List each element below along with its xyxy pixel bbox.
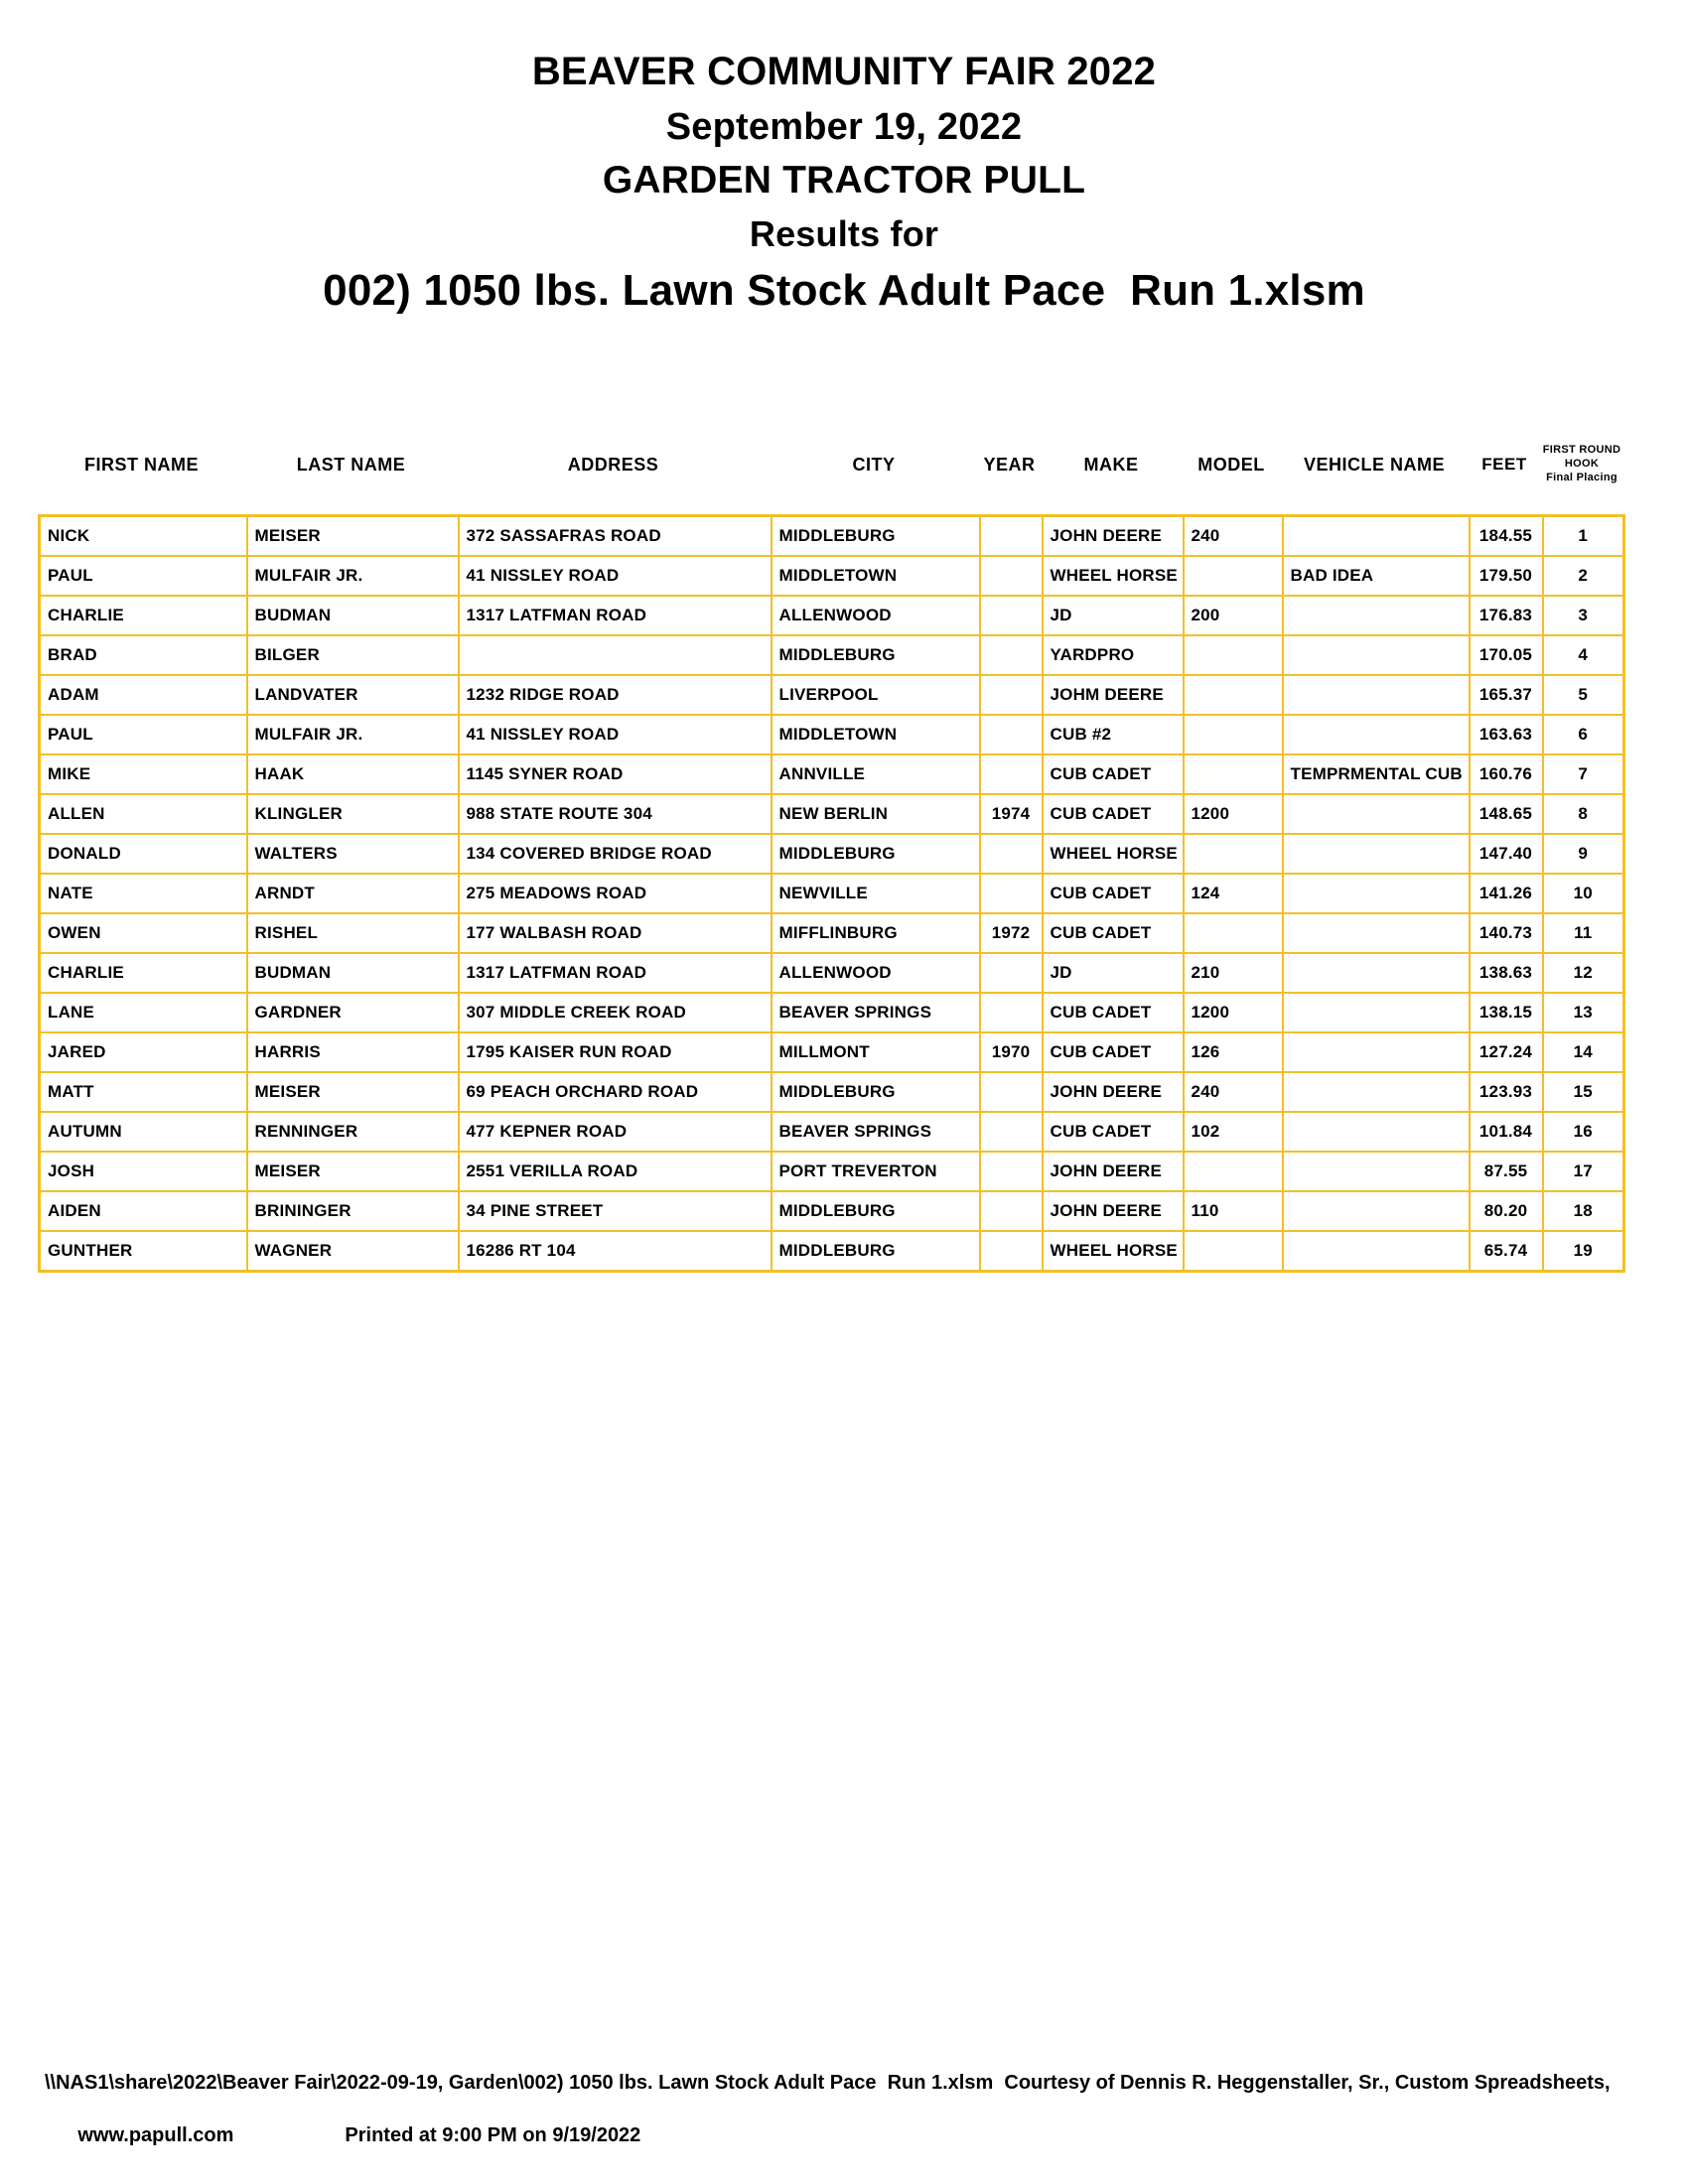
cell-vehicle <box>1283 1191 1470 1231</box>
cell-feet: 147.40 <box>1470 834 1543 874</box>
cell-last: BILGER <box>247 635 459 675</box>
cell-vehicle <box>1283 1032 1470 1072</box>
cell-city: ALLENWOOD <box>772 596 980 635</box>
cell-address: 988 STATE ROUTE 304 <box>459 794 772 834</box>
cell-feet: 148.65 <box>1470 794 1543 834</box>
cell-vehicle <box>1283 715 1470 754</box>
cell-city: MIDDLEBURG <box>772 516 980 557</box>
cell-city: BEAVER SPRINGS <box>772 1112 980 1152</box>
footer-line2 <box>45 2106 1653 2165</box>
cell-year <box>980 516 1043 557</box>
cell-address: 1232 RIDGE ROAD <box>459 675 772 715</box>
cell-year <box>980 1191 1043 1231</box>
cell-feet: 170.05 <box>1470 635 1543 675</box>
cell-year <box>980 1152 1043 1191</box>
cell-model: 240 <box>1184 516 1283 557</box>
header-first-name: FIRST NAME <box>84 454 199 475</box>
cell-model <box>1184 715 1283 754</box>
cell-first: DONALD <box>40 834 247 874</box>
cell-place: 19 <box>1543 1231 1624 1272</box>
cell-vehicle <box>1283 953 1470 993</box>
cell-last: LANDVATER <box>247 675 459 715</box>
cell-vehicle <box>1283 675 1470 715</box>
cell-year: 1972 <box>980 913 1043 953</box>
cell-year <box>980 675 1043 715</box>
table-row <box>40 953 1624 993</box>
table-row <box>40 635 1624 675</box>
cell-year <box>980 556 1043 596</box>
cell-city: MIFFLINBURG <box>772 913 980 953</box>
cell-feet: 165.37 <box>1470 675 1543 715</box>
cell-city: MIDDLEBURG <box>772 1231 980 1272</box>
cell-feet: 179.50 <box>1470 556 1543 596</box>
cell-year <box>980 715 1043 754</box>
results-table-container <box>38 514 1625 1273</box>
cell-year <box>980 596 1043 635</box>
cell-first: LANE <box>40 993 247 1032</box>
header-hook-line2: HOOK <box>1564 458 1600 471</box>
cell-make: JD <box>1043 953 1184 993</box>
cell-last: RISHEL <box>247 913 459 953</box>
cell-vehicle <box>1283 874 1470 913</box>
table-row <box>40 596 1624 635</box>
cell-feet: 184.55 <box>1470 516 1543 557</box>
cell-address: 134 COVERED BRIDGE ROAD <box>459 834 772 874</box>
cell-last: ARNDT <box>247 874 459 913</box>
cell-place: 4 <box>1543 635 1624 675</box>
cell-make: WHEEL HORSE <box>1043 556 1184 596</box>
cell-place: 5 <box>1543 675 1624 715</box>
cell-year <box>980 953 1043 993</box>
footer-file-path: \\NAS1\share\2022\Beaver Fair\2022-09-19, Garden\002) 1050 lbs. Lawn Stock Adult Pace Run 1.xlsm Courtesy of Dennis R. Heggenstaller, Sr., Custom Spreadsheets, <box>45 2072 1611 2094</box>
cell-address: 1317 LATFMAN ROAD <box>459 953 772 993</box>
cell-place: 8 <box>1543 794 1624 834</box>
cell-vehicle <box>1283 834 1470 874</box>
cell-vehicle <box>1283 596 1470 635</box>
cell-city: LIVERPOOL <box>772 675 980 715</box>
header-city: CITY <box>852 454 896 475</box>
cell-make: JOHN DEERE <box>1043 1191 1184 1231</box>
cell-place: 1 <box>1543 516 1624 557</box>
cell-city: MIDDLETOWN <box>772 715 980 754</box>
footer-website: www.papull.com <box>77 2124 234 2146</box>
cell-year <box>980 993 1043 1032</box>
cell-feet: 141.26 <box>1470 874 1543 913</box>
cell-last: KLINGLER <box>247 794 459 834</box>
cell-year <box>980 874 1043 913</box>
cell-place: 13 <box>1543 993 1624 1032</box>
cell-make: CUB CADET <box>1043 794 1184 834</box>
cell-vehicle <box>1283 993 1470 1032</box>
cell-make: CUB CADET <box>1043 1112 1184 1152</box>
cell-feet: 138.63 <box>1470 953 1543 993</box>
cell-address: 34 PINE STREET <box>459 1191 772 1231</box>
cell-feet: 140.73 <box>1470 913 1543 953</box>
cell-place: 12 <box>1543 953 1624 993</box>
cell-feet: 138.15 <box>1470 993 1543 1032</box>
table-row <box>40 754 1624 794</box>
cell-first: JARED <box>40 1032 247 1072</box>
cell-feet: 123.93 <box>1470 1072 1543 1112</box>
cell-city: MIDDLETOWN <box>772 556 980 596</box>
cell-year: 1974 <box>980 794 1043 834</box>
cell-place: 17 <box>1543 1152 1624 1191</box>
cell-last: BUDMAN <box>247 953 459 993</box>
cell-make: JOHN DEERE <box>1043 516 1184 557</box>
cell-vehicle <box>1283 635 1470 675</box>
cell-first: PAUL <box>40 556 247 596</box>
cell-first: AUTUMN <box>40 1112 247 1152</box>
footer-printed-timestamp: Printed at 9:00 PM on 9/19/2022 <box>345 2124 641 2146</box>
cell-make: JD <box>1043 596 1184 635</box>
cell-last: MEISER <box>247 516 459 557</box>
cell-last: HAAK <box>247 754 459 794</box>
cell-city: PORT TREVERTON <box>772 1152 980 1191</box>
cell-model: 102 <box>1184 1112 1283 1152</box>
cell-place: 14 <box>1543 1032 1624 1072</box>
cell-last: MEISER <box>247 1072 459 1112</box>
cell-first: GUNTHER <box>40 1231 247 1272</box>
cell-first: MATT <box>40 1072 247 1112</box>
cell-address: 2551 VERILLA ROAD <box>459 1152 772 1191</box>
cell-place: 11 <box>1543 913 1624 953</box>
table-row <box>40 556 1624 596</box>
header-hook-line3: Final Placing <box>1546 471 1618 483</box>
cell-model: 1200 <box>1184 993 1283 1032</box>
cell-first: ALLEN <box>40 794 247 834</box>
cell-feet: 101.84 <box>1470 1112 1543 1152</box>
table-row <box>40 834 1624 874</box>
cell-model <box>1184 675 1283 715</box>
table-row <box>40 1112 1624 1152</box>
table-row <box>40 1191 1624 1231</box>
cell-first: CHARLIE <box>40 953 247 993</box>
header-year: YEAR <box>983 454 1036 475</box>
cell-last: MEISER <box>247 1152 459 1191</box>
results-tbody <box>40 516 1624 1272</box>
cell-model <box>1184 1152 1283 1191</box>
cell-city: MIDDLEBURG <box>772 834 980 874</box>
cell-address: 1795 KAISER RUN ROAD <box>459 1032 772 1072</box>
table-row <box>40 1152 1624 1191</box>
cell-first: BRAD <box>40 635 247 675</box>
cell-place: 16 <box>1543 1112 1624 1152</box>
cell-place: 3 <box>1543 596 1624 635</box>
cell-city: MILLMONT <box>772 1032 980 1072</box>
page-title-date: September 19, 2022 <box>665 106 1023 148</box>
cell-vehicle: TEMPRMENTAL CUB <box>1283 754 1470 794</box>
cell-place: 2 <box>1543 556 1624 596</box>
cell-feet: 176.83 <box>1470 596 1543 635</box>
cell-last: MULFAIR JR. <box>247 556 459 596</box>
cell-make: WHEEL HORSE <box>1043 1231 1184 1272</box>
cell-last: WALTERS <box>247 834 459 874</box>
table-row <box>40 913 1624 953</box>
cell-first: MIKE <box>40 754 247 794</box>
header-model: MODEL <box>1197 454 1265 475</box>
cell-address: 177 WALBASH ROAD <box>459 913 772 953</box>
cell-city: ANNVILLE <box>772 754 980 794</box>
cell-model: 110 <box>1184 1191 1283 1231</box>
cell-place: 6 <box>1543 715 1624 754</box>
cell-vehicle: BAD IDEA <box>1283 556 1470 596</box>
table-row <box>40 874 1624 913</box>
cell-make: JOHM DEERE <box>1043 675 1184 715</box>
cell-feet: 160.76 <box>1470 754 1543 794</box>
cell-address: 1317 LATFMAN ROAD <box>459 596 772 635</box>
cell-year <box>980 635 1043 675</box>
cell-place: 7 <box>1543 754 1624 794</box>
cell-model <box>1184 754 1283 794</box>
cell-feet: 87.55 <box>1470 1152 1543 1191</box>
table-row <box>40 1231 1624 1272</box>
cell-address: 477 KEPNER ROAD <box>459 1112 772 1152</box>
cell-vehicle <box>1283 1152 1470 1191</box>
cell-model <box>1184 635 1283 675</box>
cell-place: 15 <box>1543 1072 1624 1112</box>
header-hook-line1: FIRST ROUND <box>1542 444 1621 457</box>
page-title-class-file: 002) 1050 lbs. Lawn Stock Adult Pace Run 1.xlsm <box>323 266 1365 315</box>
header-make: MAKE <box>1083 454 1139 475</box>
cell-vehicle <box>1283 1231 1470 1272</box>
cell-last: GARDNER <box>247 993 459 1032</box>
cell-place: 10 <box>1543 874 1624 913</box>
cell-year <box>980 834 1043 874</box>
cell-make: YARDPRO <box>1043 635 1184 675</box>
table-header-row <box>38 427 1622 502</box>
cell-model <box>1184 556 1283 596</box>
page-title-fair: BEAVER COMMUNITY FAIR 2022 <box>531 50 1157 93</box>
cell-make: WHEEL HORSE <box>1043 834 1184 874</box>
cell-make: CUB CADET <box>1043 1032 1184 1072</box>
cell-address: 372 SASSAFRAS ROAD <box>459 516 772 557</box>
cell-first: OWEN <box>40 913 247 953</box>
cell-city: ALLENWOOD <box>772 953 980 993</box>
cell-year <box>980 1231 1043 1272</box>
cell-feet: 127.24 <box>1470 1032 1543 1072</box>
cell-model: 210 <box>1184 953 1283 993</box>
cell-last: MULFAIR JR. <box>247 715 459 754</box>
cell-model <box>1184 834 1283 874</box>
cell-model: 126 <box>1184 1032 1283 1072</box>
cell-address: 69 PEACH ORCHARD ROAD <box>459 1072 772 1112</box>
cell-year: 1970 <box>980 1032 1043 1072</box>
cell-vehicle <box>1283 1112 1470 1152</box>
cell-make: CUB #2 <box>1043 715 1184 754</box>
cell-address: 41 NISSLEY ROAD <box>459 715 772 754</box>
table-row <box>40 675 1624 715</box>
cell-first: NATE <box>40 874 247 913</box>
cell-address: 1145 SYNER ROAD <box>459 754 772 794</box>
page-title-event: GARDEN TRACTOR PULL <box>602 159 1086 202</box>
cell-address: 16286 RT 104 <box>459 1231 772 1272</box>
cell-model: 240 <box>1184 1072 1283 1112</box>
cell-make: CUB CADET <box>1043 993 1184 1032</box>
cell-make: CUB CADET <box>1043 754 1184 794</box>
cell-last: WAGNER <box>247 1231 459 1272</box>
cell-feet: 80.20 <box>1470 1191 1543 1231</box>
cell-address: 275 MEADOWS ROAD <box>459 874 772 913</box>
cell-city: NEWVILLE <box>772 874 980 913</box>
cell-first: NICK <box>40 516 247 557</box>
table-row <box>40 794 1624 834</box>
cell-first: AIDEN <box>40 1191 247 1231</box>
cell-last: BUDMAN <box>247 596 459 635</box>
cell-vehicle <box>1283 516 1470 557</box>
cell-make: CUB CADET <box>1043 874 1184 913</box>
cell-first: CHARLIE <box>40 596 247 635</box>
page-title-results-for: Results for <box>749 213 939 254</box>
cell-year <box>980 1112 1043 1152</box>
cell-vehicle <box>1283 794 1470 834</box>
table-row <box>40 993 1624 1032</box>
cell-year <box>980 1072 1043 1112</box>
table-row <box>40 516 1624 557</box>
cell-feet: 163.63 <box>1470 715 1543 754</box>
cell-model <box>1184 1231 1283 1272</box>
header-address: ADDRESS <box>567 454 659 475</box>
cell-city: MIDDLEBURG <box>772 1191 980 1231</box>
cell-model: 200 <box>1184 596 1283 635</box>
page-footer <box>45 2073 1653 2165</box>
table-row <box>40 715 1624 754</box>
results-table <box>38 514 1625 1273</box>
header-feet: FEET <box>1481 455 1527 475</box>
cell-first: PAUL <box>40 715 247 754</box>
cell-city: MIDDLEBURG <box>772 1072 980 1112</box>
cell-make: JOHN DEERE <box>1043 1152 1184 1191</box>
cell-address: 307 MIDDLE CREEK ROAD <box>459 993 772 1032</box>
cell-vehicle <box>1283 913 1470 953</box>
cell-city: BEAVER SPRINGS <box>772 993 980 1032</box>
header-vehicle-name: VEHICLE NAME <box>1303 454 1445 475</box>
cell-last: RENNINGER <box>247 1112 459 1152</box>
cell-vehicle <box>1283 1072 1470 1112</box>
header-last-name: LAST NAME <box>296 454 406 475</box>
cell-last: BRININGER <box>247 1191 459 1231</box>
table-row <box>40 1072 1624 1112</box>
cell-make: JOHN DEERE <box>1043 1072 1184 1112</box>
cell-place: 9 <box>1543 834 1624 874</box>
table-row <box>40 1032 1624 1072</box>
cell-year <box>980 754 1043 794</box>
cell-first: ADAM <box>40 675 247 715</box>
header-first-round-hook <box>1541 444 1622 484</box>
cell-city: NEW BERLIN <box>772 794 980 834</box>
cell-make: CUB CADET <box>1043 913 1184 953</box>
cell-city: MIDDLEBURG <box>772 635 980 675</box>
cell-model: 124 <box>1184 874 1283 913</box>
cell-first: JOSH <box>40 1152 247 1191</box>
cell-feet: 65.74 <box>1470 1231 1543 1272</box>
cell-model: 1200 <box>1184 794 1283 834</box>
cell-place: 18 <box>1543 1191 1624 1231</box>
cell-address: 41 NISSLEY ROAD <box>459 556 772 596</box>
cell-model <box>1184 913 1283 953</box>
cell-last: HARRIS <box>247 1032 459 1072</box>
cell-address <box>459 635 772 675</box>
